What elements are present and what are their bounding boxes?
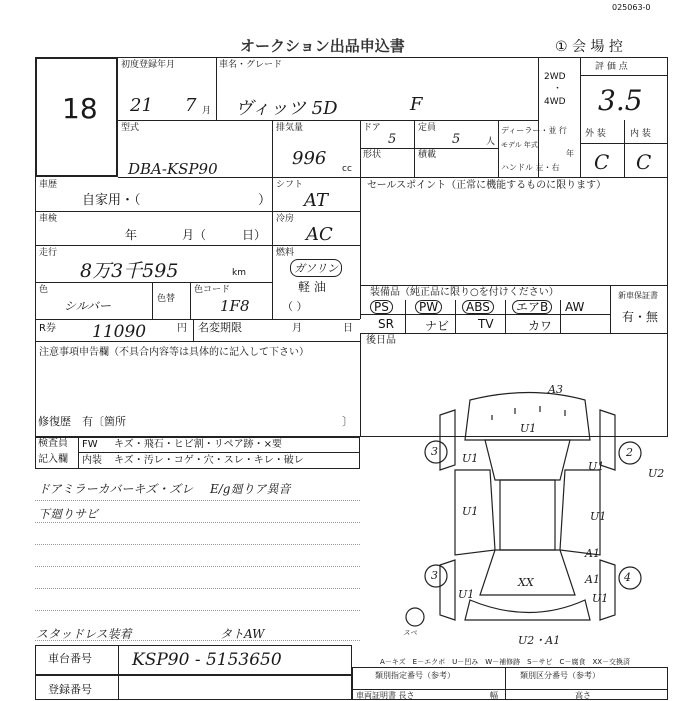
name-change-month: 月: [292, 323, 302, 334]
displacement-unit: cc: [342, 164, 352, 174]
mileage-unit: km: [232, 268, 246, 278]
sales-point-label: セールスポイント（正常に機能するものに限ります）: [367, 180, 607, 191]
shift-label: シフト: [276, 180, 304, 190]
displacement-label: 排気量: [276, 123, 304, 133]
interior-label: 内 装: [630, 129, 651, 139]
equipment-item-4: AW: [565, 300, 585, 314]
color-change-label: 色替: [157, 294, 176, 304]
inspector-label-1: 検査員: [38, 438, 68, 449]
color-code: 1F8: [220, 297, 250, 315]
fw-label: FW: [82, 439, 98, 450]
fw-items: キズ・飛石・ヒビ割・リペア跡・×要: [114, 439, 282, 450]
diagram-mark-c2-right: 2: [626, 446, 633, 459]
history-value: 自家用・（: [82, 193, 141, 208]
doors-label: ドア: [363, 123, 381, 133]
diagram-mark-a1-bottom: A1: [585, 573, 600, 586]
car-name-label: 車名・グレード: [219, 60, 283, 70]
comment-studless: スタッドレス装着: [36, 627, 132, 641]
diagram-mark-u1-right-mid: U1: [590, 510, 607, 523]
doors-value: 5: [388, 132, 397, 147]
mileage-label: 走行: [39, 248, 58, 258]
equipment-item-3: エアB: [512, 300, 552, 314]
exterior-label: 外 装: [585, 129, 606, 139]
recycle-label: R券: [39, 323, 56, 334]
dimensions-width-label: 幅: [490, 691, 498, 700]
recycle-value: 11090: [92, 322, 147, 342]
equipment-item-0: PS: [370, 300, 393, 314]
repair-history-close: 〕: [342, 415, 353, 428]
car-grade: F: [410, 94, 423, 115]
capacity-unit: 人: [486, 137, 496, 147]
equipment-item-r2-2: TV: [478, 317, 494, 331]
diagram-mark-a3: A3: [548, 383, 563, 396]
diagram-mark-bottom-code: U2・A1: [518, 634, 561, 647]
equipment-item-1: PW: [415, 300, 442, 314]
fuel-gasoline: ガソリン: [290, 259, 342, 277]
warranty-label: 新車保証書: [618, 291, 658, 300]
equipment-label: 装備品（純正品に限り○を付けください）: [370, 287, 559, 298]
interior-check-label: 内装: [82, 455, 102, 466]
inspection-month: 月（: [182, 228, 207, 242]
diagram-mark-u1-left-top: U1: [462, 452, 479, 465]
fuel-label: 燃料: [276, 248, 295, 258]
comment-underbody: 下廻りサビ: [38, 507, 99, 521]
shift-value: AT: [304, 190, 329, 211]
score-label: 評 価 点: [595, 62, 628, 72]
comment-aw: タトAW: [220, 627, 265, 641]
category-number-label: 類別区分番号（参考）: [520, 671, 600, 680]
designated-number-label: 類別指定番号（参考）: [375, 671, 455, 680]
diagram-mark-c3-left-bottom: 3: [431, 569, 438, 582]
color-label: 色: [39, 285, 49, 295]
registration-month-unit: 月: [202, 106, 212, 116]
mileage-value: 8万3千595: [80, 260, 179, 282]
notes-label: 注意事項申告欄（不具合内容等は具体的に記入して下さい）: [39, 347, 309, 358]
diagram-mark-xx: XX: [518, 576, 534, 589]
diagram-mark-spare: スペ: [403, 629, 417, 637]
color-value: シルバー: [64, 299, 111, 313]
diagram-mark-u2-right: U2: [648, 467, 665, 480]
interior-check-items: キズ・汚レ・コゲ・穴・スレ・キレ・破レ: [114, 455, 304, 466]
registration-year: 21: [130, 95, 153, 116]
inspection-year: 年: [125, 228, 138, 242]
displacement-value: 996: [292, 148, 327, 169]
recycle-unit: 円: [177, 323, 187, 334]
damage-legend: A－キズ E－エクボ U－凹み W－補修跡 S－サビ C－腐食 XX－交換済: [380, 658, 631, 666]
handle-label: ハンドル 左・右: [501, 163, 560, 172]
capacity-label: 定員: [418, 123, 437, 133]
diagram-mark-c3-left: 3: [431, 445, 438, 458]
venue-copy-label: ① 会 場 控: [555, 39, 623, 55]
diagram-mark-u1-right-top: U1: [588, 460, 605, 473]
diagram-mark-c4-right-bottom: 4: [624, 571, 631, 584]
model-value: DBA-KSP90: [128, 160, 218, 178]
drive-4wd-label: 4WD: [544, 97, 566, 107]
chassis-label: 車台番号: [48, 652, 92, 665]
fuel-diesel: 軽 油: [298, 280, 326, 294]
equipment-item-r2-1: ナビ: [425, 319, 450, 333]
diagram-mark-u1-center-top: U1: [520, 422, 537, 435]
interior-grade: C: [636, 150, 652, 174]
form-title: オークション出品申込書: [240, 37, 405, 55]
inspection-label: 車検: [39, 214, 58, 224]
comment-engine: E/g廻りア異音: [210, 482, 291, 496]
cooling-value: AC: [306, 224, 333, 245]
reg-no-label: 登録番号: [48, 683, 92, 696]
color-code-label: 色コード: [194, 285, 231, 295]
dimensions-length-label: 車両証明書 長さ: [356, 691, 415, 700]
name-change-label: 名変期限: [198, 321, 242, 334]
drive-dot: ・: [553, 84, 563, 94]
registration-month: 7: [185, 95, 197, 116]
equipment-item-2: ABS: [462, 300, 494, 314]
diagram-mark-u1-right-bot: U1: [592, 592, 609, 605]
inspection-day: 日）: [242, 228, 267, 242]
repair-history-label: 修復歴 有〔箇所: [38, 415, 126, 428]
load-label: 積載: [418, 150, 437, 160]
rear-items-label: 後日品: [366, 335, 396, 346]
diagram-mark-a1-right: A1: [585, 547, 600, 560]
score-value: 3.5: [598, 84, 643, 117]
equipment-item-r2-0: SR: [378, 317, 394, 331]
model-label: 型式: [121, 123, 140, 133]
cooling-label: 冷房: [276, 214, 295, 224]
exterior-grade: C: [594, 150, 610, 174]
drive-2wd-label: 2WD: [544, 72, 566, 82]
history-close: ）: [258, 193, 272, 208]
diagram-mark-u1-left-mid: U1: [462, 505, 479, 518]
fuel-other: （ ）: [282, 300, 308, 313]
chassis-number: KSP90 - 5153650: [132, 650, 282, 670]
document-number: 025063-0: [612, 3, 651, 12]
car-name-value: ヴィッツ 5D: [235, 98, 338, 119]
lot-number: 18: [62, 92, 98, 125]
capacity-value: 5: [452, 132, 461, 147]
equipment-item-r2-3: カワ: [528, 319, 553, 333]
inspector-label-2: 記入欄: [38, 454, 68, 465]
first-registration-label: 初度登録年月: [121, 60, 176, 70]
dealer-label: ディーラー・並 行: [501, 126, 567, 135]
diagram-mark-u1-left-bot: U1: [458, 588, 475, 601]
history-label: 車歴: [39, 180, 58, 190]
dimensions-height-label: 高さ: [575, 691, 591, 700]
warranty-value: 有・無: [622, 310, 659, 324]
model-year-unit: 年: [566, 149, 574, 158]
comment-mirror: ドアミラーカバーキズ・ズレ: [38, 482, 194, 496]
name-change-day: 日: [343, 323, 353, 334]
model-year-label: モデル 年式: [501, 141, 538, 149]
shape-label: 形状: [363, 150, 382, 160]
